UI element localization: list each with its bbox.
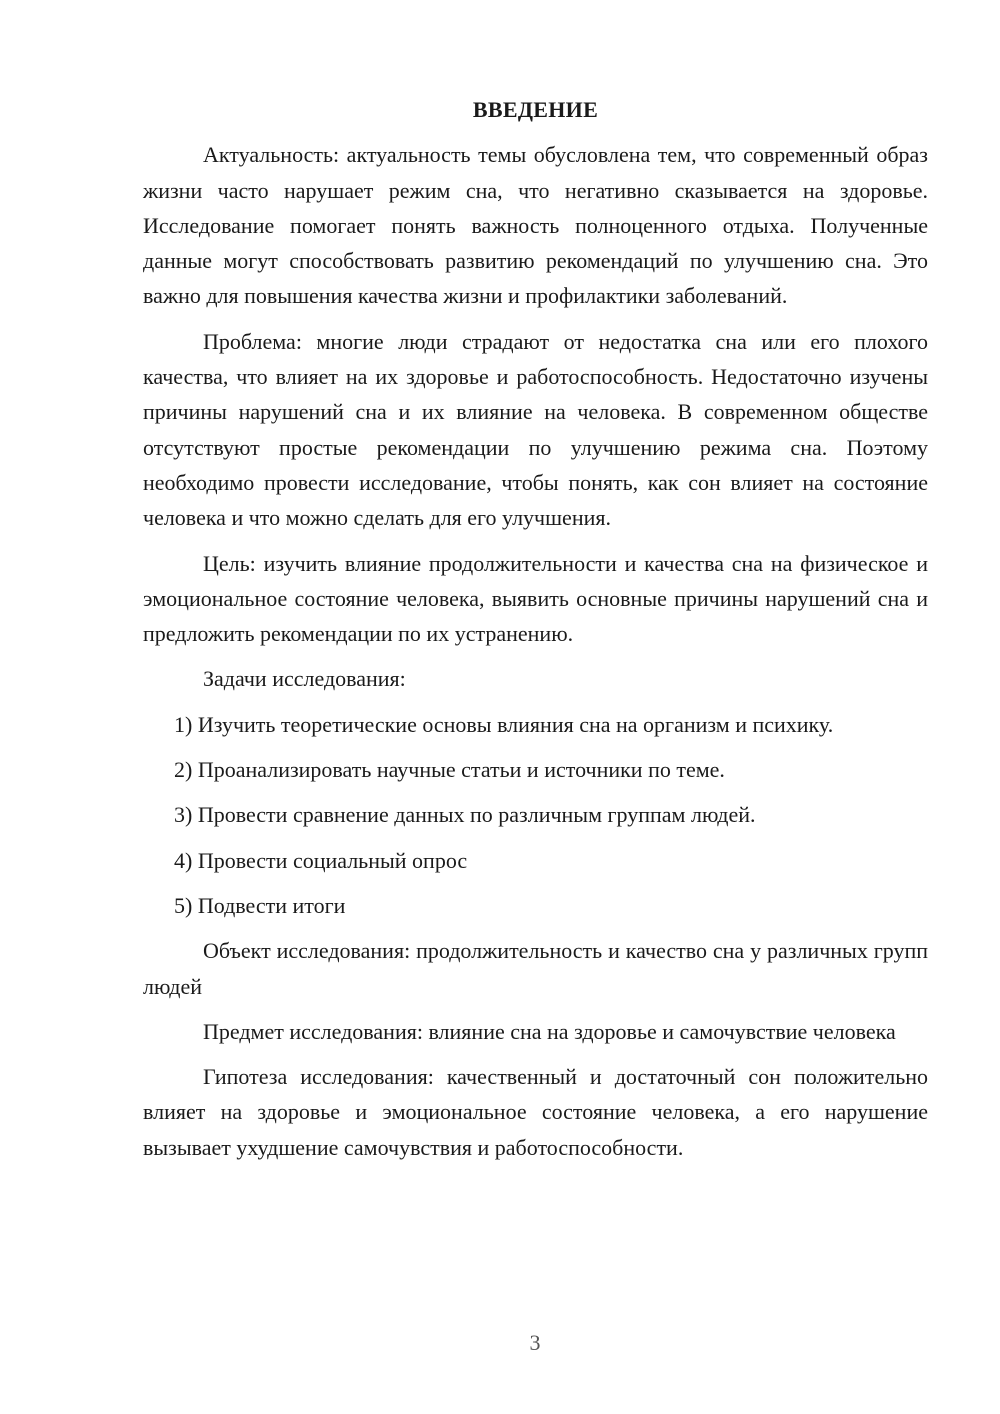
problem-paragraph: Проблема: многие люди страдают от недостатка сна или его плохого качества, что влияет на их здоровье и работоспособность. Недостаточно изучены причины нарушений сна и их влияние на человека. В современном обществе отсутствуют простые рекомендации по улучшению режима сна. Поэтому необходимо провести исследование, чтобы понять, как сон влияет на состояние человека и что можно сделать для его улучшения.: [143, 328, 928, 531]
tasks-list: [143, 707, 928, 923]
goal-paragraph: Цель: изучить влияние продолжительности и качества сна на физическое и эмоциональное состояние человека, выявить основные причины нарушений сна и предложить рекомендации по их устранению.: [143, 550, 928, 647]
task-item: 2) Проанализировать научные статьи и источники по теме.: [174, 757, 725, 783]
page-number: 3: [529, 1330, 541, 1355]
task-item: 4) Провести социальный опрос: [174, 847, 468, 873]
hypothesis-paragraph: Гипотеза исследования: качественный и достаточный сон положительно влияет на здоровье и эмоциональное состояние человека, а его нарушение вызывает ухудшение самочувствия и работоспособности.: [143, 1064, 928, 1160]
task-item: 3) Провести сравнение данных по различным группам людей.: [174, 802, 756, 828]
tasks-heading: Задачи исследования:: [203, 666, 406, 692]
object-paragraph: Объект исследования: продолжительность и качество сна у различных групп людей: [143, 938, 928, 999]
relevance-paragraph: Актуальность: актуальность темы обусловлена тем, что современный образ жизни часто нарушает режим сна, что негативно сказывается на здоровье. Исследование помогает понять важность полноценного отдыха. Полученные данные могут способствовать развитию рекомендаций по улучшению сна. Это важно для повышения качества жизни и профилактики заболеваний.: [143, 142, 928, 309]
task-item: 5) Подвести итоги: [174, 892, 346, 918]
task-item: 1) Изучить теоретические основы влияния сна на организм и психику.: [174, 711, 834, 737]
subject-paragraph: Предмет исследования: влияние сна на здоровье и самочувствие человека: [203, 1018, 896, 1044]
section-title: ВВЕДЕНИЕ: [472, 97, 599, 122]
document-page: [143, 92, 928, 1175]
